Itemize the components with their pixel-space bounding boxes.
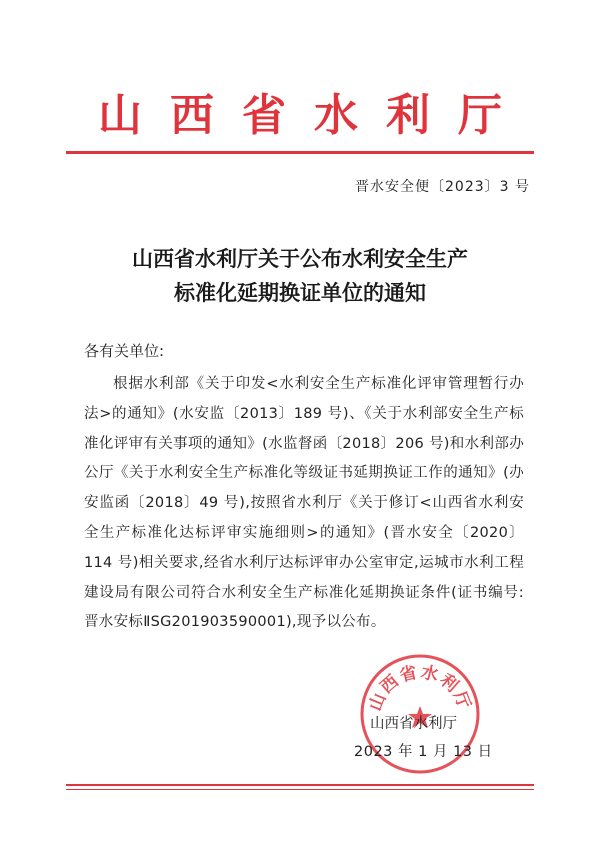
document-number: 晋水安全便〔2023〕3 号 (355, 179, 530, 195)
document-title (0, 242, 600, 310)
title-line-1: 山西省水利厅关于公布水利安全生产 (132, 246, 468, 271)
issue-date: 2023 年 1 月 13 日 (354, 744, 493, 760)
body-paragraph: 根据水利部《关于印发<水利安全生产标准化评审管理暂行办法>的通知》(水安监〔2013〕189 号)、《关于水利部安全生产标准化评审有关事项的通知》(水监督函〔2018〕206 号)和水利部办公厅《关于水利安全生产标准化等级证书延期换证工作的通知》(办安监函〔2018〕49 号),按照省水利厅《关于修订<山西省水利安全生产标准化达标评审实施细则>的通知》(晋水安全〔2020〕114 号)相关要求,经省水利厅达标评审办公室审定,运城市水利工程建设局有限公司符合水利安全生产标准化延期换证条件(证书编号:晋水安标ⅡSG201903590001),现予以公布。 (84, 376, 524, 631)
masthead-title: 山西省水利厅 (98, 90, 530, 141)
seal-text: 山西省水利厅 (365, 662, 475, 714)
footer-red-rule-thin (66, 789, 534, 790)
signer-organization: 山西省水利厅 (370, 716, 457, 732)
salutation: 各有关单位: (84, 342, 165, 360)
masthead-red-rule (66, 151, 534, 154)
footer-red-rule (66, 784, 534, 786)
title-line-2: 标准化延期换证单位的通知 (174, 280, 426, 305)
